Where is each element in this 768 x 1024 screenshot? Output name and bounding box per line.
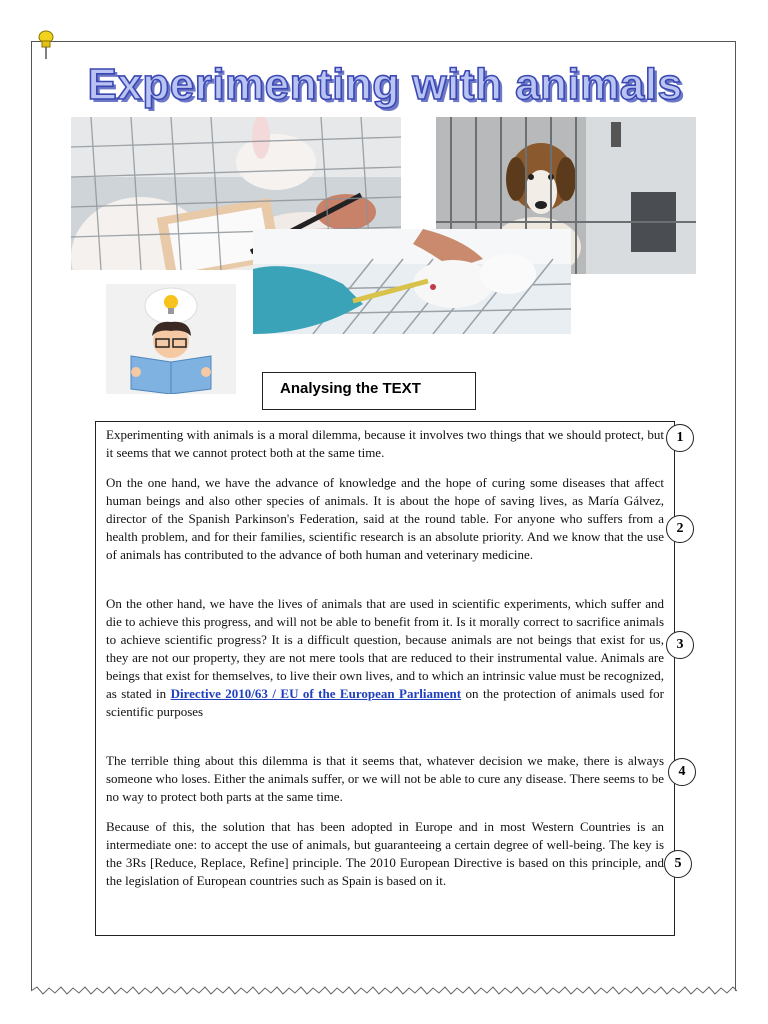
paragraph-number-3: 3 [666, 631, 694, 659]
analysing-text-heading: Analysing the TEXT [262, 372, 476, 410]
directive-link[interactable]: Directive 2010/63 / EU of the European Parliament [170, 686, 462, 701]
paragraph-3-text-end: on the protection of animals used for scientific purposes [106, 686, 664, 719]
page-title: Experimenting with animals [87, 60, 683, 109]
paragraph-number-4: 4 [668, 758, 696, 786]
paragraph-3 [106, 595, 664, 721]
paragraph-4: The terrible thing about this dilemma is that it seems that, whatever decision we make, there is always someone who loses. Either the animals suffer, or we will not be able to cure any disease. There seems to be no way to protect both parts at the same time. [106, 753, 664, 804]
torn-edge [31, 984, 737, 998]
paragraph-number-2: 2 [666, 515, 694, 543]
paragraph-3-text: On the other hand, we have the lives of animals that are used in scientific experiments, which suffer and die to achieve this progress, and will not be able to benefit from it. Is it morally correct to sacrifice animals to achieve scientific progress? It is a difficult question, because animals are not beings that exist for us, they are not our property, they are not mere tools that are reduced to their instrumental value. Animals are beings that exist for themselves, to live their own lives, and to which an intrinsic value must be recognized, as stated in [106, 596, 664, 701]
paragraph-number-5: 5 [664, 850, 692, 878]
paragraph-5: Because of this, the solution that has been adopted in Europe and in most Western Countries is an intermediate one: to accept the use of animals, but guaranteeing a certain degree of well-being. The key is the 3Rs [Reduce, Replace, Refine] principle. The 2010 European Directive is based on this principle, and the legislation of European countries such as Spain is based on it. [106, 819, 664, 888]
mouse-injection-photo [253, 229, 571, 334]
pushpin-icon [36, 30, 56, 60]
paragraph-2: On the one hand, we have the advance of knowledge and the hope of curing some diseases that affect human beings and also other species of animals. It is about the hope of saving lives, as María Gálvez, director of the Spanish Parkinson's Federation, said at the round table. For anyone who suffers from a health problem, and for their families, scientific research is an absolute priority. And we know that the use of animals has contributed to the advance of both human and veterinary medicine. [106, 475, 664, 562]
reader-lightbulb-clipart [106, 284, 236, 394]
paragraph-number-1: 1 [666, 424, 694, 452]
paragraph-1: Experimenting with animals is a moral dilemma, because it involves two things that we should protect, but it seems that we cannot protect both at the same time. [106, 427, 664, 460]
